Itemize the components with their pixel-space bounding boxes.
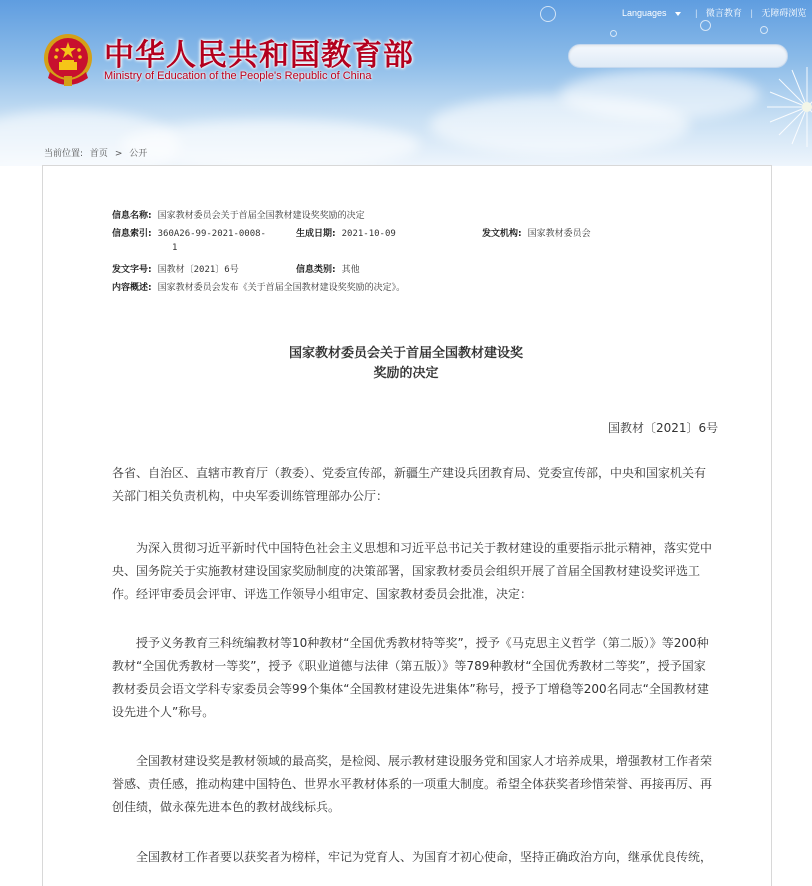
document-title-line2: 奖励的决定	[373, 366, 439, 381]
breadcrumb	[44, 146, 151, 159]
breadcrumb-current[interactable]: 公开	[129, 149, 148, 159]
meta-summary-value: 国家教材委员会发布《关于首届全国教材建设奖奖励的决定》。	[157, 283, 406, 293]
breadcrumb-separator: >	[114, 149, 123, 159]
meta-docno-value: 国教材〔2021〕6号	[157, 265, 239, 275]
search-input[interactable]	[579, 46, 783, 68]
site-header	[0, 0, 812, 166]
breadcrumb-prefix: 当前位置:	[44, 149, 84, 159]
chevron-down-icon	[675, 12, 681, 16]
document-number: 国教材〔2021〕6号	[608, 421, 719, 435]
meta-name-value: 国家教材委员会关于首届全国教材建设奖奖励的决定	[157, 211, 365, 221]
meta-row-index: 信息索引: 360A26-99-2021-0008-	[112, 229, 266, 239]
meta-row-name: 信息名称: 国家教材委员会关于首届全国教材建设奖奖励的决定	[112, 211, 365, 221]
site-title[interactable]: 中华人民共和国教育部	[104, 38, 414, 73]
top-links: Languages | 微言教育 | 无障碍浏览	[622, 8, 807, 18]
national-emblem-icon	[42, 32, 94, 88]
accessibility-link[interactable]: 无障碍浏览	[761, 8, 807, 18]
site-subtitle: Ministry of Education of the People's Republic of China	[104, 70, 372, 82]
dandelion-decoration	[762, 62, 812, 152]
meta-category-value: 其他	[341, 265, 360, 275]
meta-row-category: 信息类别: 其他	[296, 265, 360, 275]
meta-row-docno: 发文字号: 国教材〔2021〕6号	[112, 265, 239, 275]
meta-row-issuer: 发文机构: 国家教材委员会	[482, 229, 591, 239]
document-paragraph: 授予义务教育三科统编教材等10种教材“全国优秀教材特等奖”，授予《马克思主义哲学（第二版）》等200种教材“全国优秀教材一等奖”，授予《职业道德与法律（第五版）》等789种教材“全国优秀教材二等奖”，授予国家教材委员会语文学科专家委员会等99个集体“全国教材建设先进集体”称号，授予丁增稳等200名同志“全国教材建设先进个人”称号。	[112, 636, 709, 719]
document-paragraph: 全国教材工作者要以获奖者为榜样，牢记为党育人、为国育才初心使命，坚持正确政治方向，继承优良传统，	[136, 850, 713, 864]
breadcrumb-home[interactable]: 首页	[89, 149, 108, 159]
meta-date-value: 2021-10-09	[341, 229, 396, 239]
meta-row-date: 生成日期: 2021-10-09	[296, 229, 396, 239]
meta-index-value: 360A26-99-2021-0008-	[157, 229, 266, 239]
document-paragraph: 全国教材建设奖是教材领域的最高奖，是检阅、展示教材建设服务党和国家人才培养成果，增强教材工作者荣誉感、责任感，推动构建中国特色、世界水平教材体系的一项重大制度。希望全体获奖者珍惜荣誉、再接再厉、再创佳绩，做永葆先进本色的教材战线标兵。	[112, 754, 713, 814]
meta-issuer-value: 国家教材委员会	[527, 229, 591, 239]
document-title-line1: 国家教材委员会关于首届全国教材建设奖	[288, 346, 523, 361]
document-paragraph: 各省、自治区、直辖市教育厅（教委）、党委宣传部，新疆生产建设兵团教育局、党委宣传部，中央和国家机关有关部门相关负责机构，中央军委训练管理部办公厅：	[112, 466, 707, 503]
weibo-link[interactable]: 微言教育	[705, 8, 742, 18]
document-paragraph: 为深入贯彻习近平新时代中国特色社会主义思想和习近平总书记关于教材建设的重要指示批示精神，落实党中央、国务院关于实施教材建设国家奖励制度的决策部署，国家教材委员会组织开展了首届全国教材建设奖评选工作。经评审委员会评审、评选工作领导小组审定、国家教材委员会批准，决定：	[112, 541, 713, 601]
search-box	[568, 44, 788, 68]
languages-menu[interactable]: Languages	[622, 8, 687, 18]
meta-row-summary: 内容概述: 国家教材委员会发布《关于首届全国教材建设奖奖励的决定》。	[112, 283, 406, 293]
meta-index-value-cont: 1	[172, 243, 178, 253]
